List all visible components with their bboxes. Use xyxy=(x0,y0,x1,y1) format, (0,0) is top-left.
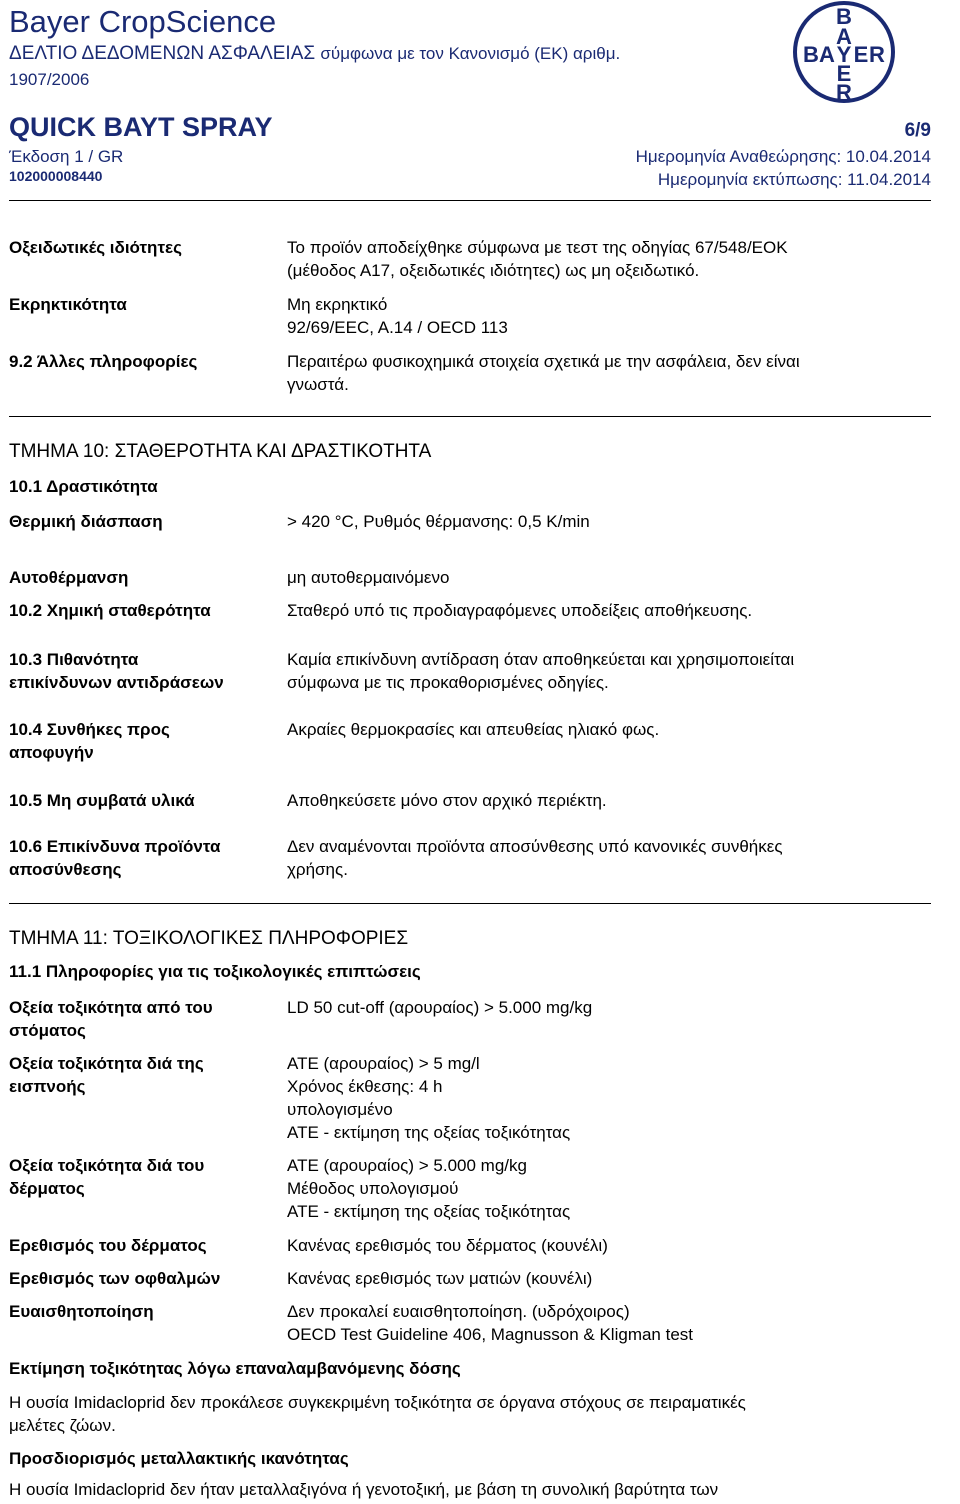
sensitisation-label: Ευαισθητοποίηση xyxy=(9,1302,154,1321)
inhalation-toxicity-label-1: Οξεία τοξικότητα διά της xyxy=(9,1054,204,1073)
edition: Έκδοση 1 / GR xyxy=(9,147,124,166)
oral-toxicity-label-2: στόματος xyxy=(9,1021,86,1040)
regulation-prefix: σύμφωνα με τον Κανονισμό (ΕΚ) αριθμ. xyxy=(320,44,621,63)
conditions-to-avoid-label-1: 10.4 Συνθήκες προς xyxy=(9,720,170,739)
revision-date: Ημερομηνία Αναθεώρησης: 10.04.2014 xyxy=(635,147,931,166)
oxidizing-label: Οξειδωτικές ιδιότητες xyxy=(9,238,182,257)
skin-irritation-label: Ερεθισμός του δέρματος xyxy=(9,1236,207,1255)
eye-irritation-value: Κανένας ερεθισμός των ματιών (κουνέλι) xyxy=(287,1269,593,1288)
mutagenicity-heading: Προσδιορισμός μεταλλακτικής ικανότητας xyxy=(9,1449,349,1468)
section-rule-11 xyxy=(9,903,931,904)
print-date: Ημερομηνία εκτύπωσης: 11.04.2014 xyxy=(657,170,931,189)
svg-text:A: A xyxy=(836,24,852,49)
hazardous-reactions-value-1: Καμία επικίνδυνη αντίδραση όταν αποθηκεύεται και χρησιμοποιείται xyxy=(287,650,795,669)
decomposition-products-label-1: 10.6 Επικίνδυνα προϊόντα xyxy=(9,837,221,856)
header-rule xyxy=(9,200,931,201)
stability-value: Σταθερό υπό τις προδιαγραφόμενες υποδείξεις αποθήκευσης. xyxy=(287,601,753,620)
section-10-title: ΤΜΗΜΑ 10: ΣΤΑΘΕΡΟΤΗΤΑ ΚΑΙ ΔΡΑΣΤΙΚΟΤΗΤΑ xyxy=(9,441,432,462)
regulation-number: 1907/2006 xyxy=(9,70,90,89)
inhalation-toxicity-label-2: εισπνοής xyxy=(9,1077,86,1096)
conditions-to-avoid-value: Ακραίες θερμοκρασίες και απευθείας ηλιακό φως. xyxy=(287,720,660,739)
mutagenicity-text-1: Η ουσία Imidacloprid δεν ήταν μεταλλαξιγόνα ή γενοτοξική, με βάση τη συνολική βαρύτητα των xyxy=(9,1480,719,1499)
conditions-to-avoid-label-2: αποφυγήν xyxy=(9,743,94,762)
svg-text:E: E xyxy=(853,42,869,67)
hazardous-reactions-label-1: 10.3 Πιθανότητα xyxy=(9,650,139,669)
svg-text:R: R xyxy=(869,42,885,67)
company-name: Bayer CropScience xyxy=(9,4,277,39)
self-heating-label: Αυτοθέρμανση xyxy=(9,568,129,587)
dermal-toxicity-label-1: Οξεία τοξικότητα διά του xyxy=(9,1156,205,1175)
incompatible-materials-label: 10.5 Μη συμβατά υλικά xyxy=(9,791,195,810)
doc-number: 102000008440 xyxy=(9,168,103,184)
decomposition-products-label-2: αποσύνθεσης xyxy=(9,860,122,879)
explosive-value-1: Μη εκρηκτικό xyxy=(287,295,388,314)
toxicological-effects-heading: 11.1 Πληροφορίες για τις τοξικολογικές επιπτώσεις xyxy=(9,962,421,981)
other-info-value-1: Περαιτέρω φυσικοχημικά στοιχεία σχετικά με την ασφάλεια, δεν είναι xyxy=(287,352,800,371)
stability-label: 10.2 Χημική σταθερότητα xyxy=(9,601,211,620)
product-name: QUICK BAYT SPRAY xyxy=(9,112,273,142)
dermal-toxicity-value-2: Μέθοδος υπολογισμού xyxy=(287,1179,459,1198)
explosive-value-2: 92/69/EEC, A.14 / OECD 113 xyxy=(287,318,508,337)
thermal-decomposition-value: > 420 °C, Ρυθμός θέρμανσης: 0,5 K/min xyxy=(287,512,590,531)
svg-text:E: E xyxy=(836,61,852,86)
section-11-title: ΤΜΗΜΑ 11: ΤΟΞΙΚΟΛΟΓΙΚΕΣ ΠΛΗΡΟΦΟΡΙΕΣ xyxy=(9,928,409,949)
dermal-toxicity-value-3: ATE - εκτίμηση της οξείας τοξικότητας xyxy=(287,1202,571,1221)
document-type: ΔΕΛΤΙΟ ΔΕΔΟΜΕΝΩΝ ΑΣΦΑΛΕΙΑΣ xyxy=(9,43,316,64)
decomposition-products-value-1: Δεν αναμένονται προϊόντα αποσύνθεσης υπό κανονικές συνθήκες xyxy=(287,837,783,856)
skin-irritation-value: Κανένας ερεθισμός του δέρματος (κουνέλι) xyxy=(287,1236,608,1255)
svg-text:Y: Y xyxy=(836,42,852,67)
oral-toxicity-value: LD 50 cut-off (αρουραίος) > 5.000 mg/kg xyxy=(287,998,593,1017)
svg-text:R: R xyxy=(836,80,852,104)
svg-text:B: B xyxy=(836,4,852,29)
other-info-value-2: γνωστά. xyxy=(287,375,349,394)
sensitisation-value-2: OECD Test Guideline 406, Magnusson & Kligman test xyxy=(287,1325,694,1344)
repeated-dose-text-1: Η ουσία Imidacloprid δεν προκάλεσε συγκεκριμένη τοξικότητα σε όργανα στόχους σε πειραματικές xyxy=(9,1393,746,1412)
thermal-decomposition-label: Θερμική διάσπαση xyxy=(9,512,163,531)
bayer-logo xyxy=(792,0,896,104)
hazardous-reactions-value-2: σύμφωνα με τις προκαθορισμένες οδηγίες. xyxy=(287,673,609,692)
hazardous-reactions-label-2: επικίνδυνων αντιδράσεων xyxy=(9,673,224,692)
repeated-dose-text-2: μελέτες ζώων. xyxy=(9,1416,116,1435)
repeated-dose-heading: Εκτίμηση τοξικότητας λόγω επαναλαμβανόμενης δόσης xyxy=(9,1359,461,1378)
explosive-label: Εκρηκτικότητα xyxy=(9,295,127,314)
incompatible-materials-value: Αποθηκεύσετε μόνο στον αρχικό περιέκτη. xyxy=(287,791,607,810)
inhalation-toxicity-value-2: Χρόνος έκθεσης: 4 h xyxy=(287,1077,443,1096)
inhalation-toxicity-value-1: ATE (αρουραίος) > 5 mg/l xyxy=(287,1054,480,1073)
dermal-toxicity-label-2: δέρματος xyxy=(9,1179,85,1198)
dermal-toxicity-value-1: ATE (αρουραίος) > 5.000 mg/kg xyxy=(287,1156,527,1175)
page-number: 6/9 xyxy=(904,120,931,141)
decomposition-products-value-2: χρήσης. xyxy=(287,860,348,879)
oxidizing-value-1: Το προϊόν αποδείχθηκε σύμφωνα με τεστ της οδηγίας 67/548/ΕΟΚ xyxy=(287,238,788,257)
inhalation-toxicity-value-4: ATE - εκτίμηση της οξείας τοξικότητας xyxy=(287,1123,571,1142)
oxidizing-value-2: (μέθοδος Α17, οξειδωτικές ιδιότητες) ως μη οξειδωτικό. xyxy=(287,261,700,280)
self-heating-value: μη αυτοθερμαινόμενο xyxy=(287,568,450,587)
eye-irritation-label: Ερεθισμός των οφθαλμών xyxy=(9,1269,221,1288)
section-rule-10 xyxy=(9,416,931,417)
sensitisation-value-1: Δεν προκαλεί ευαισθητοποίηση. (υδρόχοιρος) xyxy=(287,1302,630,1321)
oral-toxicity-label-1: Οξεία τοξικότητα από του xyxy=(9,998,213,1017)
reactivity-heading: 10.1 Δραστικότητα xyxy=(9,477,158,496)
inhalation-toxicity-value-3: υπολογισμένο xyxy=(287,1100,393,1119)
svg-text:B: B xyxy=(803,42,819,67)
document-type-line xyxy=(9,43,620,65)
other-info-label: 9.2 Άλλες πληροφορίες xyxy=(9,352,198,371)
svg-text:A: A xyxy=(819,42,835,67)
